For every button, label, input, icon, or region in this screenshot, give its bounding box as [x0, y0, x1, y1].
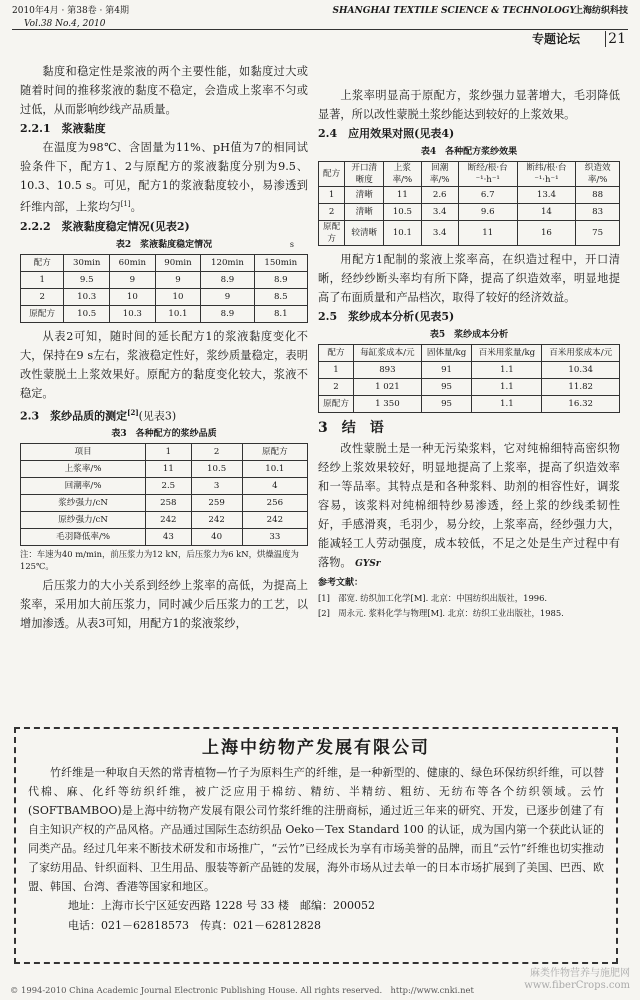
right-column — [318, 86, 620, 621]
table3-header-cell: 2 — [191, 444, 242, 461]
table5-header-cell: 百米用浆成本/元 — [542, 345, 620, 362]
table3-cell: 浆纱强力/cN — [21, 495, 146, 512]
table5-row — [319, 379, 620, 396]
page-number: 21 — [608, 31, 626, 47]
table4-row — [319, 204, 620, 221]
table3-cell: 上浆率/% — [21, 461, 146, 478]
table2-header-cell: 120min — [201, 254, 254, 271]
table2-cell: 9 — [155, 271, 201, 288]
table5-cell: 95 — [421, 396, 472, 413]
table5-cell: 原配方 — [319, 396, 354, 413]
table2-row — [21, 271, 308, 288]
table3-cell: 43 — [146, 529, 191, 546]
table4-row — [319, 187, 620, 204]
table5-cell: 893 — [354, 362, 422, 379]
table3-cell: 40 — [191, 529, 242, 546]
table3-row — [21, 529, 308, 546]
table3-cell: 原纱强力/cN — [21, 512, 146, 529]
references-title: 参考文献： — [318, 578, 364, 588]
table3-cell: 33 — [242, 529, 307, 546]
table3-cell: 毛羽降低率/% — [21, 529, 146, 546]
table5-caption: 表5 浆纱成本分析 — [429, 330, 509, 340]
citation-2: [2] — [127, 407, 139, 417]
after-table4-paragraph: 用配方1配制的浆液上浆率高，在织造过程中，开口清晰，经纱纱断头率均有所下降，提高了织造效率，明显地提高了布面质量和产品档次，取得了较好的经济效益。 — [318, 253, 620, 304]
continued-paragraph: 上浆率明显高于原配方，浆纱强力显著增大，毛羽降低显著，所以改性蒙脱土浆纱能达到较好的上浆效果。 — [318, 89, 620, 121]
table5-cell: 91 — [421, 362, 472, 379]
watermark — [524, 968, 630, 992]
references — [318, 576, 620, 621]
table5-row — [319, 362, 620, 379]
company-advertisement — [14, 727, 618, 964]
copyright-footer: © 1994-2010 China Academic Journal Electronic Publishing House. All rights reserved. http://www.cnki.net — [10, 985, 474, 995]
table4-cell: 83 — [576, 204, 620, 221]
table2-caption-row — [20, 238, 308, 252]
table5-cell: 11.82 — [542, 379, 620, 396]
table2-header-cell: 30min — [64, 254, 110, 271]
table5-cell: 1 350 — [354, 396, 422, 413]
section-2-2-2-title: 2.2.2 浆液黏度稳定情况(见表2) — [20, 219, 190, 233]
table4-header-cell: 断纬/根·台⁻¹·h⁻¹ — [517, 162, 576, 187]
after-table3-paragraph: 后压浆力的大小关系到经纱上浆率的高低，为提高上浆率，采用加大前压浆力，同时减少后压浆力的工艺，以增加渗透。从表3可知，用配方1的浆液浆纱， — [20, 579, 308, 631]
table2-header-cell: 150min — [254, 254, 307, 271]
section-2-3-title: 2.3 浆纱品质的测定[2](见表3) — [20, 407, 177, 423]
table5-cell: 1 021 — [354, 379, 422, 396]
table4-cell: 3.4 — [421, 204, 458, 221]
journal-name-cn: 上海纺织科技 — [573, 6, 628, 16]
section-2-5-title: 2.5 浆纱成本分析(见表5) — [318, 310, 455, 323]
table4-cell: 11 — [458, 221, 517, 246]
table2-row — [21, 305, 308, 322]
table2-header-cell: 配方 — [21, 254, 64, 271]
table2-header-row — [21, 254, 308, 271]
table4-cell: 10.1 — [384, 221, 421, 246]
table3-row — [21, 478, 308, 495]
after-table2-paragraph: 从表2可知，随时间的延长配方1的浆液黏度变化不大，保持在9 s左右，浆液稳定性好，浆纱质量稳定，表明改性蒙脱土上浆效果好。原配方的黏度变化较大，浆液不稳定。 — [20, 329, 308, 400]
table4-cell: 16 — [517, 221, 576, 246]
table3-cell: 256 — [242, 495, 307, 512]
table4-cell: 原配方 — [319, 221, 345, 246]
table3-cell: 258 — [146, 495, 191, 512]
table-4 — [318, 161, 620, 246]
table3-cell: 2.5 — [146, 478, 191, 495]
section-title: 专题论坛 — [531, 32, 580, 46]
table2-unit: s — [289, 239, 294, 249]
table4-cell: 9.6 — [458, 204, 517, 221]
table2-caption: 表2 浆液黏度稳定情况 — [115, 239, 213, 250]
watermark-en: www.fiberCrops.com — [524, 980, 630, 991]
table2-cell: 10.1 — [155, 305, 201, 322]
table2-row — [21, 288, 308, 305]
table4-row — [319, 221, 620, 246]
table3-note: 注：车速为40 m/min，前压浆力为12 kN，后压浆力为6 kN，烘燥温度为125℃。 — [20, 549, 299, 572]
table4-cell: 88 — [576, 187, 620, 204]
reference-1: [1] 邵宽. 纺织加工化学[M]. 北京：中国纺织出版社，1996. — [318, 593, 548, 603]
table5-header-row — [319, 345, 620, 362]
table4-cell: 3.4 — [421, 221, 458, 246]
table2-cell: 8.9 — [201, 305, 254, 322]
table3-cell: 259 — [191, 495, 242, 512]
table2-cell: 9 — [201, 288, 254, 305]
table3-header-cell: 1 — [146, 444, 191, 461]
table2-cell: 8.9 — [254, 271, 307, 288]
section-3-title: 3 结 语 — [318, 420, 384, 436]
table5-cell: 1 — [319, 362, 354, 379]
table4-cell: 11 — [384, 187, 421, 204]
table4-cell: 较清晰 — [345, 221, 384, 246]
table2-cell: 10.3 — [64, 288, 110, 305]
table4-cell: 清晰 — [345, 204, 384, 221]
page-header — [12, 6, 628, 60]
table3-header-row — [21, 444, 308, 461]
table4-header-cell: 回潮率/% — [421, 162, 458, 187]
table3-row — [21, 461, 308, 478]
table3-header-cell: 项目 — [21, 444, 146, 461]
citation-1: [1] — [120, 200, 131, 208]
table2-cell: 8.1 — [254, 305, 307, 322]
volume-info: Vol.38 No.4, 2010 — [24, 19, 106, 29]
table2-cell: 10.5 — [64, 305, 110, 322]
table5-header-cell: 每缸浆成本/元 — [354, 345, 422, 362]
table5-cell: 95 — [421, 379, 472, 396]
table2-cell: 10 — [110, 288, 156, 305]
table5-header-cell: 百米用浆量/kg — [472, 345, 542, 362]
table4-cell: 清晰 — [345, 187, 384, 204]
table3-cell: 10.5 — [191, 461, 242, 478]
table5-cell: 1.1 — [472, 379, 542, 396]
table5-cell: 2 — [319, 379, 354, 396]
table5-header-cell: 配方 — [319, 345, 354, 362]
table2-cell: 2 — [21, 288, 64, 305]
table5-cell: 1.1 — [472, 362, 542, 379]
table3-cell: 11 — [146, 461, 191, 478]
table5-row — [319, 396, 620, 413]
ad-title: 上海中纺物产发展有限公司 — [202, 738, 430, 758]
table3-cell: 242 — [242, 512, 307, 529]
table2-cell: 8.5 — [254, 288, 307, 305]
viscosity-paragraph: 在温度为98℃、含固量为11%、pH值为7的相同试验条件下，配方1、2与原配方的浆液黏度分别为9.5、10.3、10.5 s。可见，配方1的浆液黏度较小，易渗透到纤维内部，上浆均匀[1]。 — [20, 141, 308, 214]
table3-cell: 回潮率/% — [21, 478, 146, 495]
table4-header-row — [319, 162, 620, 187]
table4-cell: 1 — [319, 187, 345, 204]
table3-cell: 10.1 — [242, 461, 307, 478]
signoff-mark: GYSr — [355, 559, 381, 569]
table-5 — [318, 344, 620, 413]
table3-row — [21, 512, 308, 529]
table2-cell: 1 — [21, 271, 64, 288]
watermark-cn: 麻类作物营养与施肥网 — [530, 968, 630, 979]
table4-cell: 10.5 — [384, 204, 421, 221]
table3-header-cell: 原配方 — [242, 444, 307, 461]
table2-header-cell: 60min — [110, 254, 156, 271]
table4-header-cell: 上浆率/% — [384, 162, 421, 187]
table4-cell: 14 — [517, 204, 576, 221]
left-column — [20, 62, 308, 633]
table-3 — [20, 443, 308, 546]
table4-header-cell: 织造效率/% — [576, 162, 620, 187]
table3-row — [21, 495, 308, 512]
table2-cell: 10.3 — [110, 305, 156, 322]
table2-cell: 10 — [155, 288, 201, 305]
table2-header-cell: 90min — [155, 254, 201, 271]
header-divider — [605, 31, 606, 47]
table4-cell: 6.7 — [458, 187, 517, 204]
ad-address: 地址：上海市长宁区延安西路 1228 号 33 楼 邮编：200052 — [68, 899, 375, 912]
table4-header-cell: 断经/根·台⁻¹·h⁻¹ — [458, 162, 517, 187]
intro-paragraph: 黏度和稳定性是浆液的两个主要性能，如黏度过大或随着时间的推移浆液的黏度不稳定，会造成上浆率不匀或过低，从而影响纱线产品质量。 — [20, 65, 308, 116]
table5-cell: 1.1 — [472, 396, 542, 413]
table5-cell: 10.34 — [542, 362, 620, 379]
table3-cell: 4 — [242, 478, 307, 495]
header-rule — [12, 29, 628, 30]
ad-body: 竹纤维是一种取自天然的常青植物—竹子为原料生产的纤维，是一种新型的、健康的、绿色环保纺织纤维，可以替代棉、麻、化纤等纺织纤维，被广泛应用于棉纺、精纺、半精纺、粗纺、无纺布等各个纺织领域。云竹(SOFTBAMBOO)是上海中纺物产发展有限公司竹浆纤维的注册商标，通过近三年来的研究、开发，已逐步创建了有自主知识产权的产品风格。产品通过国际生态纺织品 Oeko－Tex Standard 100 的认证，成为国内第一个获此认证的同类产品。经过几年来不断技术研发和市场推广，“云竹”已经成长为享有市场美誉的品牌，而且“云竹”纤维也切实推动了家纺用品、针织面料、卫生用品、服装等新产品链的发展，海外市场从过去单一的日本市场扩展到了美国、巴西、欧盟、韩国、台湾、香港等国家和地区。 — [28, 766, 604, 893]
table2-cell: 9.5 — [64, 271, 110, 288]
table4-header-cell: 开口清晰度 — [345, 162, 384, 187]
table2-cell: 原配方 — [21, 305, 64, 322]
table5-header-cell: 固体量/kg — [421, 345, 472, 362]
table3-caption: 表3 各种配方的浆纱品质 — [111, 429, 217, 440]
table-2 — [20, 254, 308, 323]
issue-info: 2010年4月 · 第38卷 · 第4期 — [12, 6, 129, 16]
section-2-2-1-title: 2.2.1 浆液黏度 — [20, 122, 106, 135]
table3-cell: 3 — [191, 478, 242, 495]
table3-cell: 242 — [146, 512, 191, 529]
table4-caption: 表4 各种配方浆纱效果 — [420, 147, 518, 157]
table4-cell: 2.6 — [421, 187, 458, 204]
table2-cell: 8.9 — [201, 271, 254, 288]
table4-cell: 75 — [576, 221, 620, 246]
table3-cell: 242 — [191, 512, 242, 529]
table4-cell: 13.4 — [517, 187, 576, 204]
section-2-4-title: 2.4 应用效果对照(见表4) — [318, 127, 455, 140]
table5-cell: 16.32 — [542, 396, 620, 413]
table4-cell: 2 — [319, 204, 345, 221]
ad-phone: 电话：021－62818573 传真：021－62812828 — [68, 919, 321, 932]
table4-header-cell: 配方 — [319, 162, 345, 187]
reference-2: [2] 周永元. 浆料化学与物理[M]. 北京：纺织工业出版社，1985. — [318, 608, 564, 618]
conclusion-paragraph: 改性蒙脱土是一种无污染浆料，它对纯棉细特高密织物经纱上浆效果较好，明显地提高了上浆率，提高了织造效率和一等品率。其特点是和各种浆料、助剂的相容性好，调浆容易，该浆料对纯棉细特纱易渗透，经上浆的纱线柔韧性好，手感滑爽，毛羽少，易分绞，上浆率高，经纱强力大，能减轻工人劳动强度，成本较低，不足之处是生产过程中有落物。 GYSr — [318, 442, 620, 569]
table2-cell: 9 — [110, 271, 156, 288]
journal-name-en: SHANGHAI TEXTILE SCIENCE & TECHNOLOGY — [332, 6, 576, 16]
